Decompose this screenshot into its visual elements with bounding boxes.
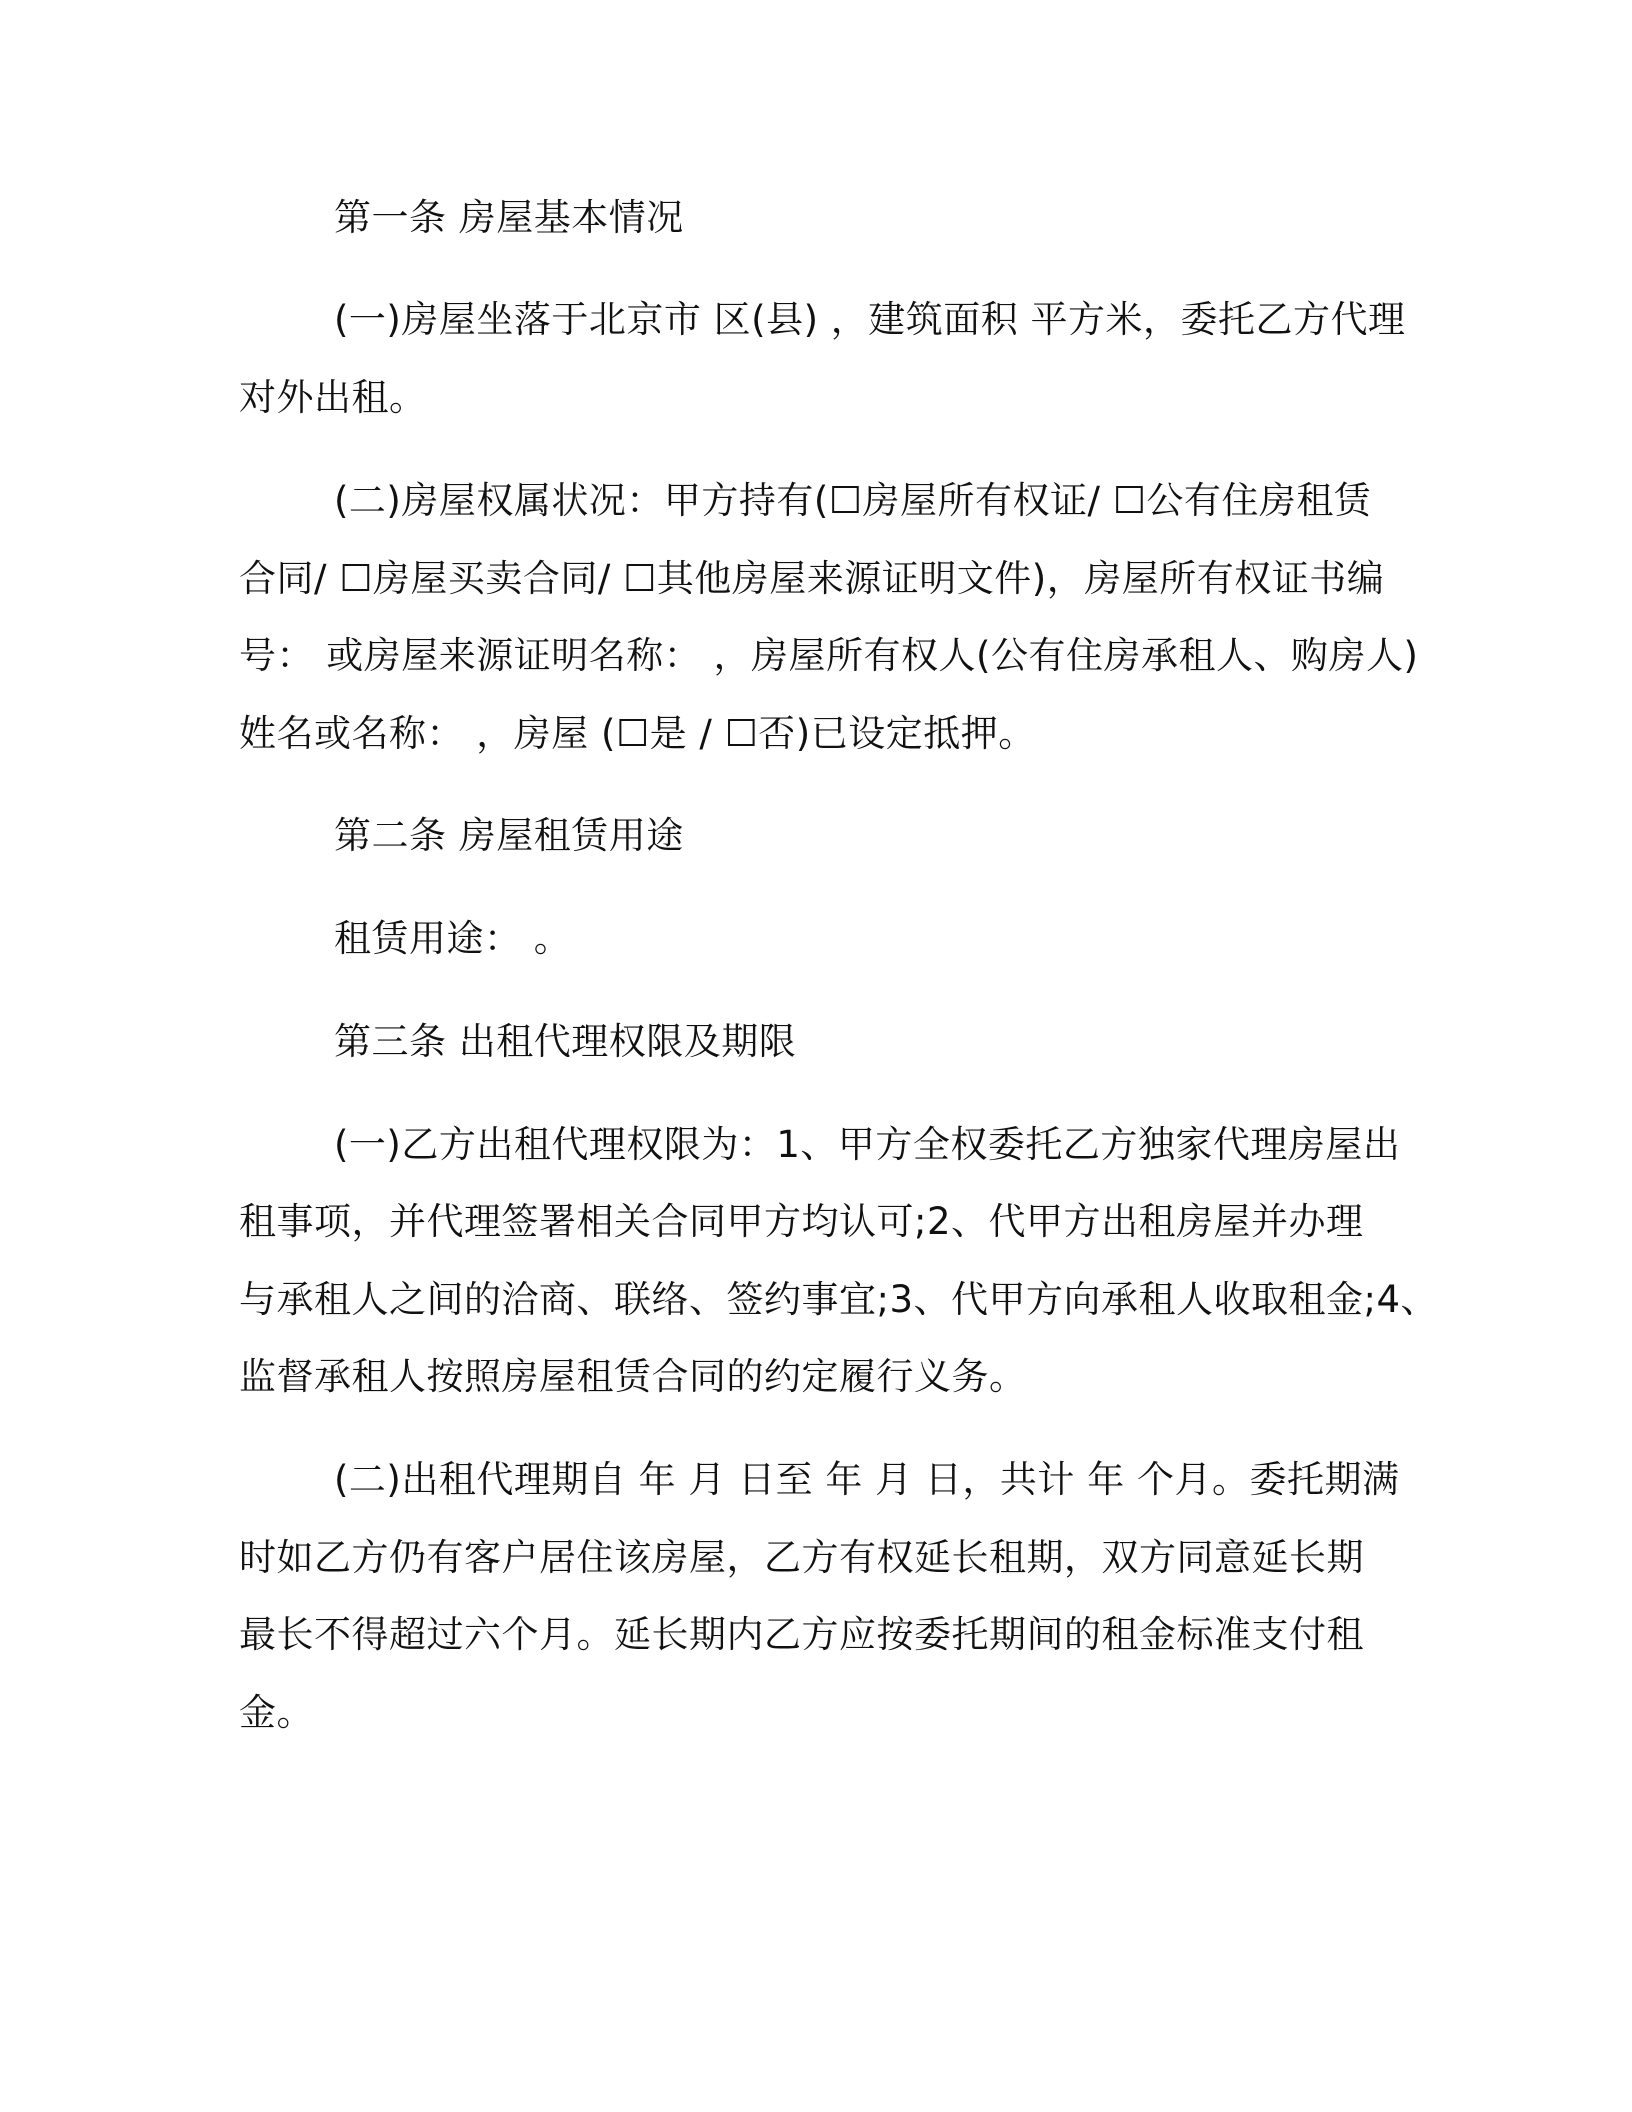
article1-para2-line2: 合同/ ☐房屋买卖合同/ ☐其他房屋来源证明文件)，房屋所有权证书编	[239, 557, 1385, 600]
article3-para1-line1: (一)乙方出租代理权限为：1、甲方全权委托乙方独家代理房屋出	[334, 1123, 1401, 1166]
article2-para1-line1: 租赁用途： 。	[334, 917, 572, 960]
article3-para1-line3: 与承租人之间的洽商、联络、签约事宜;3、代甲方向承租人收取租金;4、	[239, 1278, 1439, 1321]
article1-para1-line2: 对外出租。	[239, 376, 427, 419]
article3-para1-line2: 租事项，并代理签署相关合同甲方均认可;2、代甲方出租房屋并办理	[239, 1200, 1364, 1243]
article3-para2-line4: 金。	[239, 1691, 314, 1734]
article3-para2-line1: (二)出租代理期自 年 月 日至 年 月 日，共计 年 个月。委托期满	[334, 1458, 1400, 1501]
article1-para2-line3: 号： 或房屋来源证明名称： ，房屋所有权人(公有住房承租人、购房人)	[239, 634, 1419, 677]
article1-para2-line1: (二)房屋权属状况：甲方持有(☐房屋所有权证/ ☐公有住房租赁	[334, 479, 1372, 522]
article1-para1-line1: (一)房屋坐落于北京市 区(县) ，建筑面积 平方米，委托乙方代理	[334, 298, 1406, 341]
article3-heading: 第三条 出租代理权限及期限	[334, 1020, 797, 1063]
article3-para1-line4: 监督承租人按照房屋租赁合同的约定履行义务。	[239, 1355, 1027, 1398]
article3-para2-line3: 最长不得超过六个月。延长期内乙方应按委托期间的租金标准支付租	[239, 1613, 1364, 1656]
article3-para2-line2: 时如乙方仍有客户居住该房屋，乙方有权延长租期，双方同意延长期	[239, 1536, 1364, 1579]
article2-heading: 第二条 房屋租赁用途	[334, 814, 684, 857]
article1-para2-line4: 姓名或名称： ，房屋 (☐是 / ☐否)已设定抵押。	[239, 712, 1036, 755]
article1-heading: 第一条 房屋基本情况	[334, 196, 684, 239]
